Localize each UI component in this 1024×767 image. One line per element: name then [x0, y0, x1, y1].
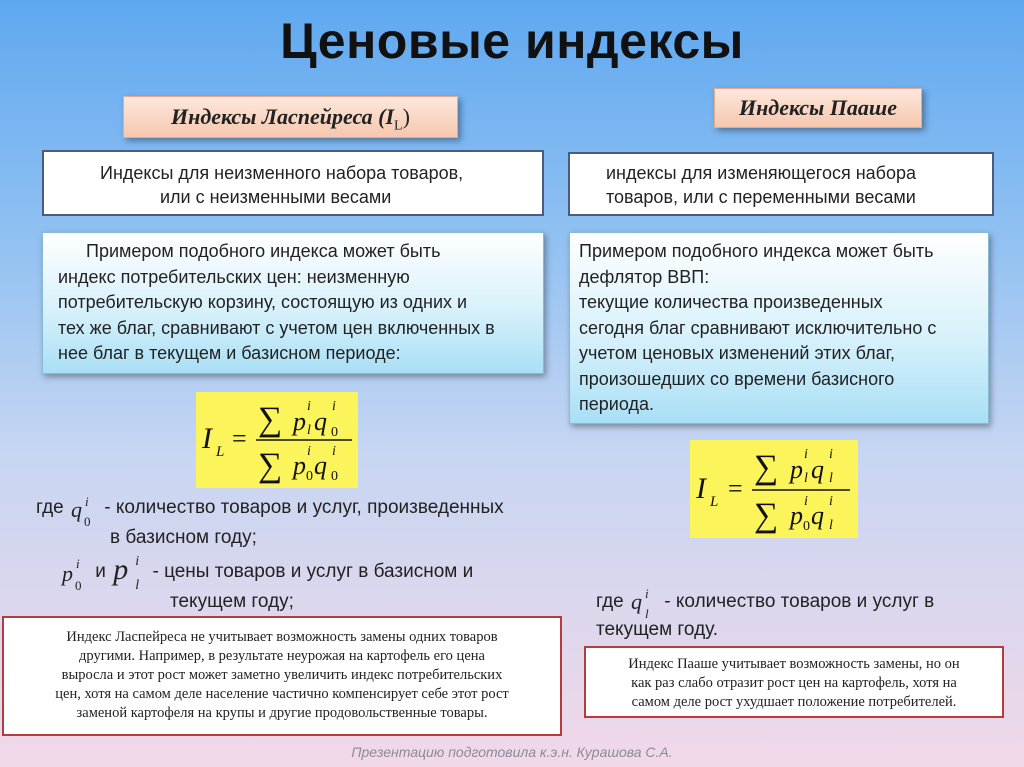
formula2-L-sub: L [710, 494, 719, 510]
formula2-l-top: l [804, 471, 808, 486]
symbol-q0-q: q [71, 497, 83, 522]
laspeyres-example-line2: индекс потребительских цен: неизменную [58, 266, 410, 287]
paasche-note [584, 646, 1004, 718]
paasche-note-line3: самом деле рост ухудшает положение потребителей. [631, 694, 957, 710]
paasche-example-line3: текущие количества произведенных [579, 292, 883, 312]
formula2-p-bottom: p [790, 501, 803, 530]
paasche-where-q-text: - количество товаров и услуг в [664, 591, 935, 612]
formula2-i-bottom2: i [829, 494, 833, 509]
laspeyres-note [2, 616, 562, 736]
symbol-p0-p: p [62, 561, 73, 586]
formula2-sum-top: ∑ [754, 449, 779, 486]
laspeyres-formula [196, 392, 358, 488]
paasche-formula-svg [690, 440, 858, 538]
laspeyres-note-line1: Индекс Ласпейреса не учитывает возможность замены одних товаров [66, 629, 498, 645]
laspeyres-note-line3: выросла и этот рост может заметно увеличить индекс потребительских [61, 667, 503, 683]
laspeyres-header-sub: L [394, 118, 403, 134]
paasche-formula [690, 440, 858, 538]
symbol-p0 [60, 556, 90, 593]
laspeyres-note-line5: заменой картофеля на крупы и другие продовольственные товары. [76, 705, 488, 721]
paasche-example-line4: сегодня благ сравнивают исключительно с [579, 317, 937, 338]
formula-p-bottom: p [293, 451, 306, 480]
laspeyres-header [123, 96, 458, 138]
laspeyres-where-and: и [95, 561, 106, 582]
formula-sum-top: ∑ [258, 401, 283, 438]
laspeyres-example-line4: тех же благ, сравнивают с учетом цен включенных в [58, 317, 495, 338]
symbol-q0 [69, 494, 99, 529]
paasche-where-q-cont: текущем году. [596, 619, 719, 640]
symbol-pl-p: p [113, 553, 129, 586]
symbol-pl-i: i [135, 554, 140, 569]
symbol-p0-i: i [76, 556, 80, 571]
formula-0-top: 0 [331, 425, 338, 440]
formula-i-bottom2: i [332, 444, 336, 459]
formula-0-bottom2: 0 [331, 469, 338, 484]
formula2-sum-bottom: ∑ [754, 497, 779, 534]
formula2-i-top2: i [829, 447, 833, 462]
laspeyres-definition-line2: или с неизменными весами [160, 187, 392, 207]
paasche-example-line5: учетом ценовых изменений этих благ, [579, 343, 895, 363]
formula-L-sub: L [216, 444, 225, 460]
laspeyres-where-p-cont: текущем году; [170, 591, 294, 612]
paasche-header [714, 88, 922, 128]
symbol-q0-i: i [85, 494, 89, 509]
laspeyres-example-line3: потребительскую корзину, состоящую из одних и [58, 292, 468, 312]
formula2-q-top: q [811, 455, 824, 484]
footer-credit: Презентацию подготовила к.э.н. Курашова С.А. [351, 744, 673, 760]
paasche-definition-line2: товаров, или с переменными весами [606, 187, 916, 207]
formula-q-top: q [314, 407, 327, 436]
symbol-pl [111, 553, 147, 593]
laspeyres-header-text: Индексы Ласпейреса (I [171, 104, 395, 129]
formula2-i-top: i [804, 447, 808, 462]
symbol-ql-i: i [645, 586, 649, 601]
laspeyres-definition [42, 150, 544, 216]
symbol-ql [629, 586, 659, 621]
paasche-example-line6: произошедших со времени базисного [579, 368, 895, 389]
formula-p-top: p [293, 407, 306, 436]
laspeyres-where-p-text: - цены товаров и услуг в базисном и [152, 561, 474, 582]
paasche-definition-line1: индексы для изменяющегося набора [606, 163, 916, 183]
laspeyres-definition-line1: Индексы для неизменного набора товаров, [100, 163, 464, 183]
paasche-where-q [596, 586, 996, 621]
formula-0-bottom: 0 [306, 469, 313, 484]
formula2-eq: = [728, 474, 743, 503]
formula-q-bottom: q [314, 451, 327, 480]
symbol-p0-0: 0 [75, 578, 82, 593]
paasche-definition [568, 152, 994, 216]
formula-sum-bottom: ∑ [258, 447, 283, 484]
formula2-l-top2: l [829, 471, 833, 486]
laspeyres-note-line4: цен, хотя на самом деле население частично компенсирует себе этот рост [55, 686, 509, 702]
formula2-l-bottom2: l [829, 518, 833, 533]
laspeyres-formula-svg [196, 392, 358, 488]
formula2-I: I [696, 472, 706, 505]
laspeyres-where-q0-text: - количество товаров и услуг, произведенных [104, 497, 504, 518]
symbol-pl-l: l [135, 578, 140, 593]
paasche-example-line1: Примером подобного индекса может быть [579, 241, 934, 261]
paasche-example-line7: периода. [579, 394, 654, 414]
paasche-example-line2: дефлятор ВВП: [579, 266, 710, 287]
paasche-note-line2: как раз слабо отразит рост цен на картофель, хотя на [631, 675, 957, 691]
laspeyres-example [42, 232, 544, 374]
formula-i-top: i [307, 399, 311, 414]
symbol-ql-q: q [631, 589, 643, 614]
paasche-example [569, 232, 989, 424]
formula-l-top: l [307, 423, 311, 438]
paasche-header-text: Индексы Пааше [738, 95, 898, 120]
formula2-0-bottom: 0 [803, 519, 810, 534]
formula2-p-top: p [790, 455, 803, 484]
laspeyres-note-line2: другими. Например, в результате неурожая на картофель его цена [79, 648, 485, 664]
paasche-where-prefix: где [596, 591, 624, 612]
laspeyres-where-prefix: где [36, 497, 64, 518]
laspeyres-header-close: ) [402, 104, 410, 129]
formula-i-bottom: i [307, 444, 311, 459]
laspeyres-example-line1: Примером подобного индекса может быть [86, 241, 441, 261]
symbol-ql-l: l [645, 606, 649, 621]
formula-I: I [202, 422, 212, 455]
symbol-q0-0: 0 [84, 514, 91, 529]
formula2-q-bottom: q [811, 501, 824, 530]
laspeyres-where-q0 [36, 494, 556, 529]
laspeyres-where-p [60, 553, 560, 593]
formula-i-top2: i [332, 399, 336, 414]
formula2-i-bottom: i [804, 494, 808, 509]
page-title: Ценовые индексы [280, 13, 744, 69]
paasche-note-line1: Индекс Пааше учитывает возможность замены, но он [628, 656, 960, 672]
laspeyres-example-line5: нее благ в текущем и базисном периоде: [58, 343, 401, 363]
formula-eq: = [232, 424, 247, 453]
laspeyres-where-q0-cont: в базисном году; [110, 527, 257, 548]
